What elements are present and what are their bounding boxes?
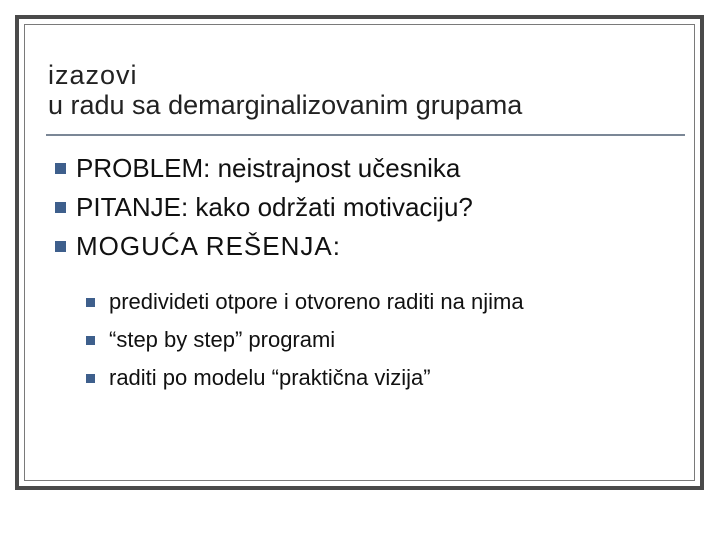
sub-bullet-item (86, 321, 524, 359)
sub-bullet-text: predivideti otpore i otvoreno raditi na njima (109, 289, 524, 314)
bullet-item-problem (55, 149, 473, 188)
sub-bullet-list (86, 283, 524, 397)
square-bullet-icon (55, 241, 66, 252)
sub-bullet-text: raditi po modelu “praktična vizija” (109, 365, 431, 390)
bullet-text: MOGUĆA REŠENJA: (76, 231, 341, 261)
square-bullet-icon (86, 336, 95, 345)
title-divider (46, 134, 685, 136)
title-line-1: izazovi (48, 60, 138, 90)
bullet-list (55, 149, 473, 266)
bullet-text: PROBLEM: neistrajnost učesnika (76, 153, 461, 183)
bullet-item-resenja (55, 227, 473, 266)
square-bullet-icon (86, 374, 95, 383)
sub-bullet-item (86, 359, 524, 397)
sub-bullet-text: “step by step” programi (109, 327, 336, 352)
square-bullet-icon (86, 298, 95, 307)
slide-title (48, 60, 522, 120)
square-bullet-icon (55, 202, 66, 213)
title-line-2: u radu sa demarginalizovanim grupama (48, 90, 523, 120)
bullet-text: PITANJE: kako održati motivaciju? (76, 192, 473, 222)
bullet-item-pitanje (55, 188, 473, 227)
sub-bullet-item (86, 283, 524, 321)
square-bullet-icon (55, 163, 66, 174)
